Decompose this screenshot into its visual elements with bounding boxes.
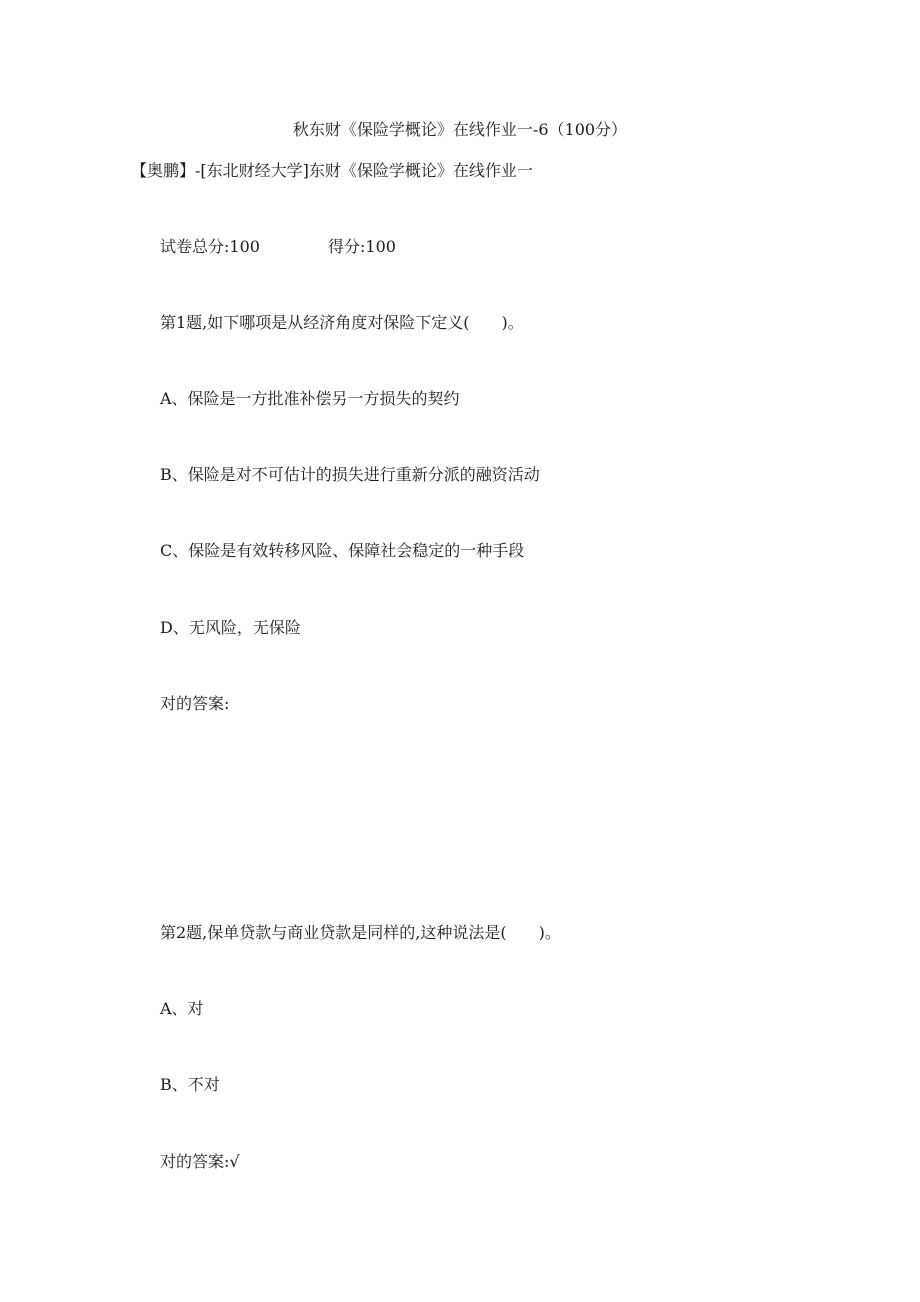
- question-1-option-a: A、保险是一方批准补偿另一方损失的契约: [160, 389, 460, 408]
- question-2-prompt: 第2题,保单贷款与商业贷款是同样的,这种说法是( )。: [160, 923, 561, 942]
- question-1-option-c: C、保险是有效转移风险、保障社会稳定的一种手段: [160, 541, 525, 560]
- document-title: 秋东财《保险学概论》在线作业一-6（100分）: [292, 120, 628, 139]
- question-2-answer: 对的答案:√: [160, 1152, 240, 1171]
- question-2-option-a: A、对: [160, 999, 204, 1018]
- question-1-option-b: B、保险是对不可估计的损失进行重新分派的融资活动: [160, 465, 540, 484]
- question-1-prompt: 第1题,如下哪项是从经济角度对保险下定义( )。: [160, 313, 524, 332]
- score-obtained: 得分:100: [328, 237, 396, 256]
- question-1-answer: 对的答案:: [160, 694, 230, 713]
- question-1-option-d: D、无风险，无保险: [160, 618, 301, 637]
- total-score: 试卷总分:100: [160, 237, 260, 256]
- document-subtitle: 【奥鹏】-[东北财经大学]东财《保险学概论》在线作业一: [131, 161, 533, 180]
- question-2-option-b: B、不对: [160, 1075, 220, 1094]
